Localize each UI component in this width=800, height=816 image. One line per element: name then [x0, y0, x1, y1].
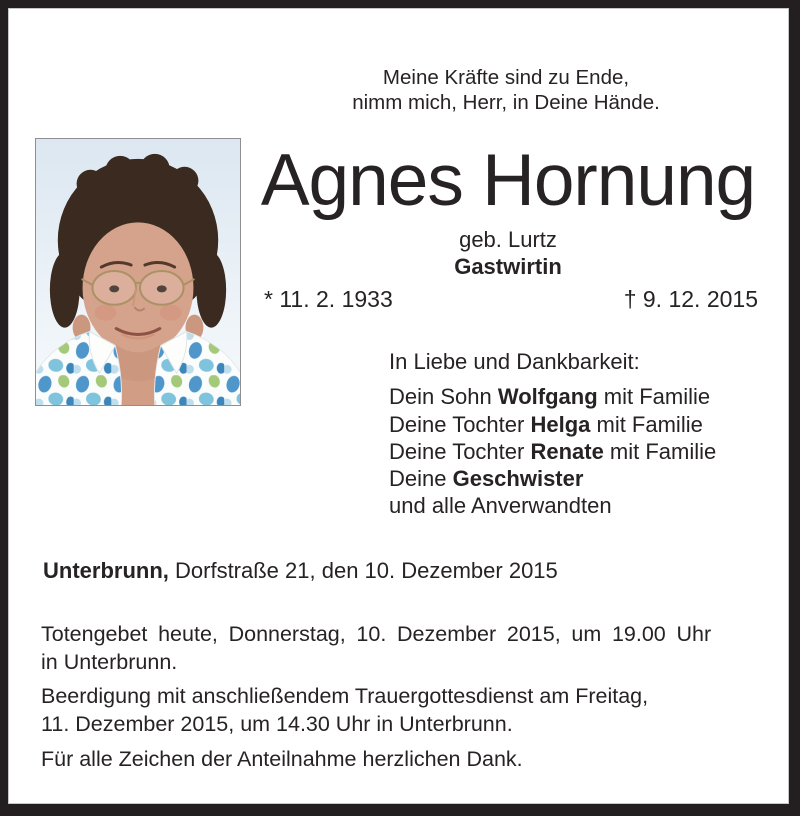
- birth-date: * 11. 2. 1933: [264, 286, 393, 312]
- epigraph: [240, 66, 772, 115]
- deceased-header: [246, 140, 770, 313]
- death-date: † 9. 12. 2015: [623, 286, 758, 312]
- dateline-rest: Dorfstraße 21, den 10. Dezember 2015: [168, 558, 558, 583]
- notice-line-thanks: Für alle Zeichen der Anteilnahme herzlichen Dank.: [41, 747, 523, 771]
- condolence-intro: In Liebe und Dankbarkeit:: [389, 349, 640, 374]
- condolence-block: [389, 348, 784, 520]
- mourner-name: Geschwister: [452, 466, 584, 492]
- funeral-notice: [41, 620, 776, 773]
- place-dateline: [43, 558, 773, 584]
- mourner-line: Deine Tochter Helga mit Familie: [389, 411, 703, 437]
- mourner-name: Wolfgang: [497, 384, 598, 410]
- mourner-line: und alle Anverwandten: [389, 493, 612, 519]
- dateline-city: Unterbrunn,: [43, 558, 169, 583]
- mourner-name: Renate: [530, 438, 604, 464]
- mourner-line: Deine Geschwister: [389, 466, 584, 492]
- notice-line-beerdigung-time: 11. Dezember 2015, um 14.30 Uhr in Unterbrunn.: [41, 712, 513, 736]
- mourner-line: Dein Sohn Wolfgang mit Familie: [389, 384, 711, 410]
- portrait-illustration: [36, 139, 240, 405]
- epigraph-line-2: nimm mich, Herr, in Deine Hände.: [352, 90, 660, 114]
- notice-line-totengebet: Totengebet heute, Donnerstag, 10. Dezember 2015, um 19.00 Uhr: [41, 622, 712, 646]
- deceased-name: Agnes Hornung: [260, 140, 756, 221]
- epigraph-line-1: Meine Kräfte sind zu Ende,: [382, 66, 630, 89]
- notice-line-totengebet-place: in Unterbrunn.: [41, 650, 178, 674]
- life-dates: [246, 285, 770, 313]
- mourner-name: Helga: [530, 411, 591, 437]
- portrait-photo: [35, 138, 241, 406]
- notice-line-beerdigung: Beerdigung mit anschließendem Trauergottesdienst am Freitag,: [41, 684, 649, 708]
- maiden-name: geb. Lurtz: [459, 227, 557, 252]
- mourner-line: Deine Tochter Renate mit Familie: [389, 438, 717, 464]
- occupation: Gastwirtin: [454, 254, 562, 279]
